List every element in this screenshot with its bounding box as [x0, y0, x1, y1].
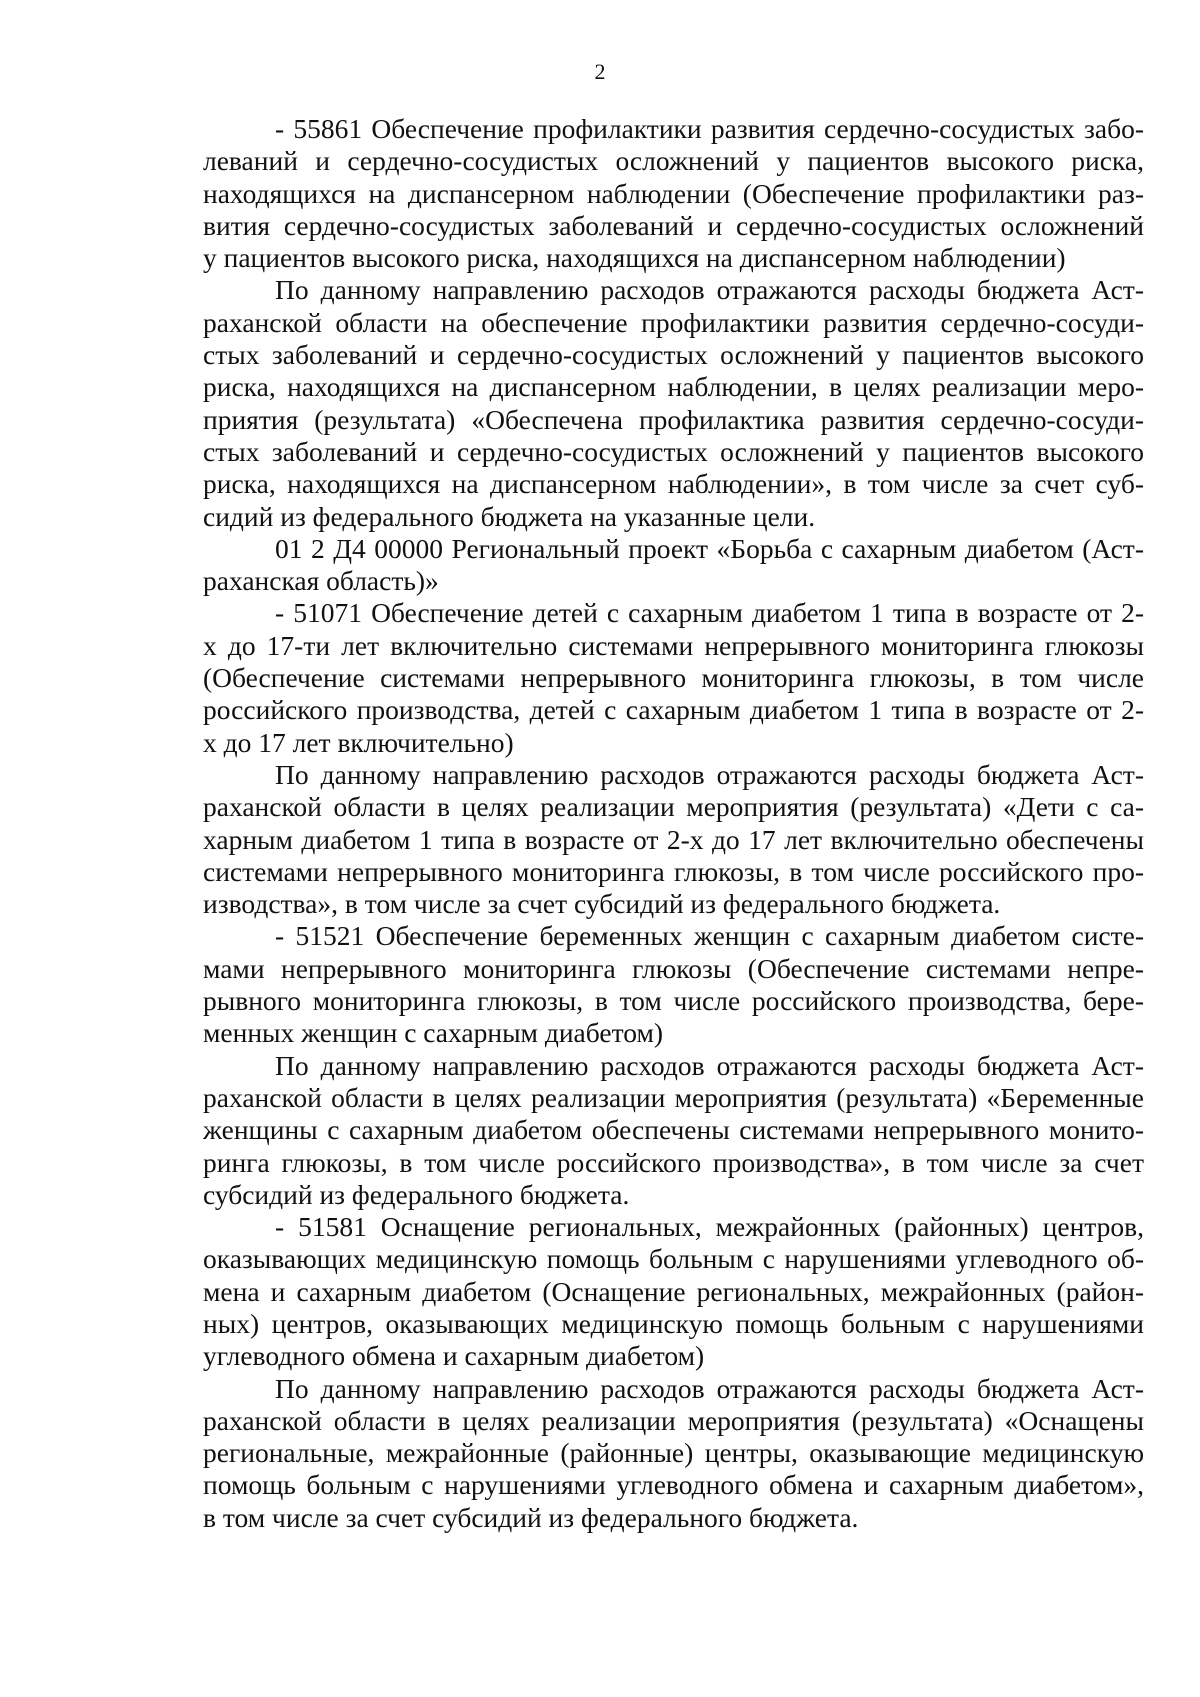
paragraph-51071-description	[203, 759, 1144, 920]
text-line: ринга глюкозы, в том числе российского производства», в том числе за счет	[203, 1146, 1144, 1178]
text-line: российского производства, детей с сахарным диабетом 1 типа в возрасте от 2-	[203, 694, 1144, 726]
document-body	[203, 113, 1144, 1534]
text-line: в том числе за счет субсидий из федерального бюджета.	[203, 1501, 859, 1533]
text-line: региональные, межрайонные (районные) центры, оказывающие медицинскую	[203, 1437, 1144, 1469]
paragraph-regional-project-heading	[203, 533, 1144, 598]
text-line: рывного мониторинга глюкозы, в том числе российского производства, бере-	[203, 985, 1144, 1017]
paragraph-51581-description	[203, 1373, 1144, 1534]
text-line: у пациентов высокого риска, находящихся на диспансерном наблюдении)	[203, 242, 1066, 274]
text-line: раханской области в целях реализации мероприятия (результата) «Беременные	[203, 1081, 1144, 1113]
text-line: (Обеспечение системами непрерывного мониторинга глюкозы, в том числе	[203, 662, 1144, 694]
paragraph-51071-heading	[203, 597, 1144, 758]
text-line: - 55861 Обеспечение профилактики развития сердечно-сосудистых забо-	[275, 113, 1144, 144]
text-line: помощь больным с нарушениями углеводного обмена и сахарным диабетом»,	[203, 1469, 1144, 1501]
text-line: оказывающих медицинскую помощь больным с нарушениями углеводного об-	[203, 1243, 1144, 1275]
text-line: По данному направлению расходов отражаются расходы бюджета Аст-	[275, 274, 1144, 306]
text-line: - 51581 Оснащение региональных, межрайонных (районных) центров,	[275, 1211, 1144, 1243]
text-line: раханской области в целях реализации мероприятия (результата) «Оснащены	[203, 1404, 1144, 1436]
text-line: харным диабетом 1 типа в возрасте от 2-х до 17 лет включительно обеспечены	[203, 823, 1144, 855]
text-line: приятия (результата) «Обеспечена профилактика развития сердечно-сосуди-	[203, 403, 1144, 435]
text-line: раханская область)»	[203, 565, 439, 597]
text-line: мами непрерывного мониторинга глюкозы (Обеспечение системами непре-	[203, 952, 1144, 984]
text-line: По данному направлению расходов отражаются расходы бюджета Аст-	[275, 758, 1144, 790]
text-line: мена и сахарным диабетом (Оснащение региональных, межрайонных (район-	[203, 1275, 1144, 1307]
text-line: х до 17-ти лет включительно системами непрерывного мониторинга глюкозы	[203, 629, 1144, 661]
paragraph-55861-description	[203, 274, 1144, 532]
text-line: углеводного обмена и сахарным диабетом)	[203, 1340, 705, 1372]
text-line: раханской области на обеспечение профилактики развития сердечно-сосуди-	[203, 306, 1144, 338]
text-line: 01 2 Д4 00000 Региональный проект «Борьба с сахарным диабетом (Аст-	[275, 532, 1144, 564]
paragraph-55861-heading	[203, 113, 1144, 274]
text-line: менных женщин с сахарным диабетом)	[203, 1017, 664, 1049]
text-line: По данному направлению расходов отражаются расходы бюджета Аст-	[275, 1372, 1144, 1404]
text-line: стых заболеваний и сердечно-сосудистых осложнений у пациентов высокого	[203, 339, 1144, 371]
text-line: стых заболеваний и сердечно-сосудистых осложнений у пациентов высокого	[203, 435, 1144, 467]
text-line: ных) центров, оказывающих медицинскую помощь больным с нарушениями	[203, 1307, 1144, 1339]
text-line: По данному направлению расходов отражаются расходы бюджета Аст-	[275, 1049, 1144, 1081]
paragraph-51521-heading	[203, 920, 1144, 1049]
text-line: - 51521 Обеспечение беременных женщин с сахарным диабетом систе-	[275, 920, 1144, 952]
text-line: субсидий из федерального бюджета.	[203, 1178, 630, 1210]
text-line: риска, находящихся на диспансерном наблюдении, в целях реализации меро-	[203, 371, 1144, 403]
text-line: раханской области в целях реализации мероприятия (результата) «Дети с са-	[203, 791, 1144, 823]
text-line: леваний и сердечно-сосудистых осложнений у пациентов высокого риска,	[203, 145, 1144, 177]
text-line: изводства», в том числе за счет субсидий из федерального бюджета.	[203, 888, 1001, 920]
text-line: находящихся на диспансерном наблюдении (Обеспечение профилактики раз-	[203, 177, 1144, 209]
text-line: х до 17 лет включительно)	[203, 726, 514, 758]
page-number: 2	[594, 59, 606, 84]
text-line: вития сердечно-сосудистых заболеваний и сердечно-сосудистых осложнений	[203, 209, 1144, 241]
text-line: женщины с сахарным диабетом обеспечены системами непрерывного монито-	[203, 1114, 1144, 1146]
text-line: - 51071 Обеспечение детей с сахарным диабетом 1 типа в возрасте от 2-	[275, 597, 1144, 629]
paragraph-51521-description	[203, 1050, 1144, 1211]
text-line: риска, находящихся на диспансерном наблюдении», в том числе за счет суб-	[203, 468, 1144, 500]
paragraph-51581-heading	[203, 1211, 1144, 1372]
text-line: системами непрерывного мониторинга глюкозы, в том числе российского про-	[203, 855, 1144, 887]
text-line: сидий из федерального бюджета на указанные цели.	[203, 500, 816, 532]
